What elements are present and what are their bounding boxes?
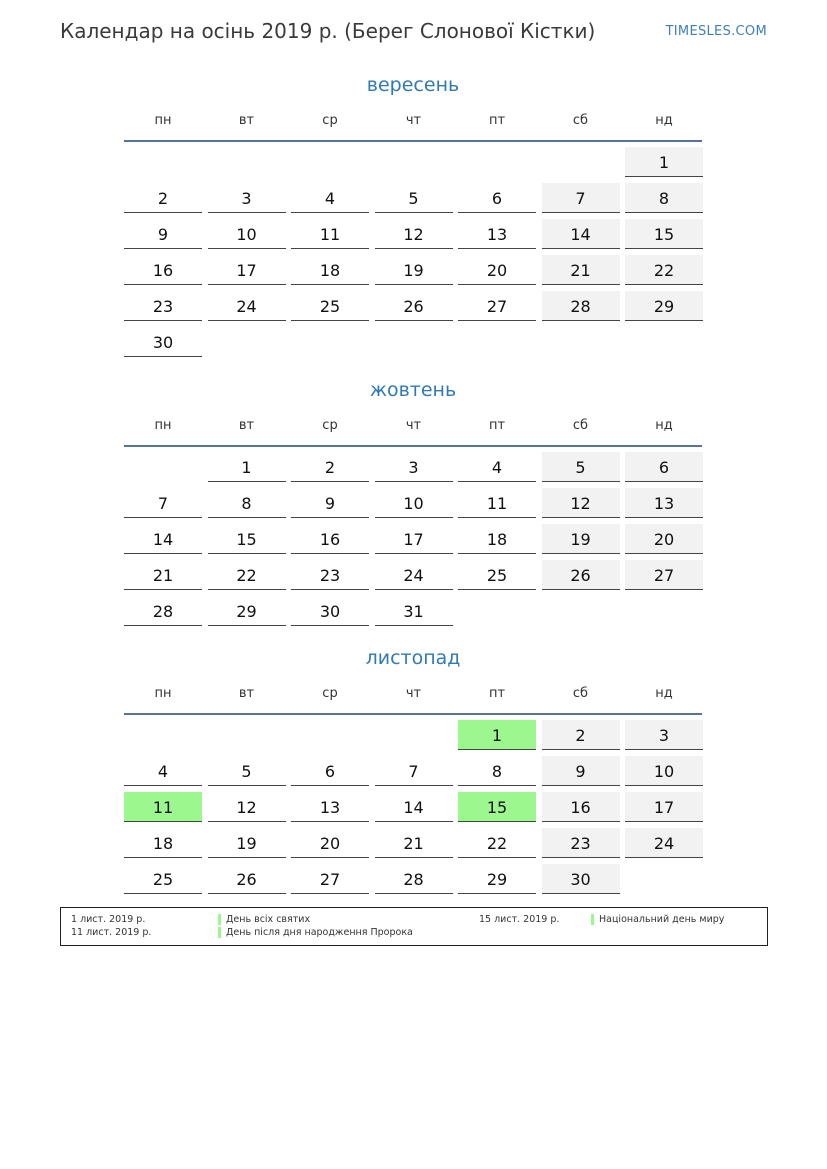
legend-date: 11 лист. 2019 р. bbox=[71, 927, 152, 938]
day-cell: 15 bbox=[208, 524, 286, 554]
holiday-marker bbox=[218, 927, 221, 938]
day-cell: 26 bbox=[208, 864, 286, 894]
day-cell: 12 bbox=[208, 792, 286, 822]
day-cell: 2 bbox=[542, 720, 620, 750]
day-cell: 13 bbox=[291, 792, 369, 822]
day-cell: 27 bbox=[291, 864, 369, 894]
day-cell: 28 bbox=[542, 291, 620, 321]
weekday-label: пт bbox=[488, 418, 506, 433]
day-cell: 23 bbox=[291, 560, 369, 590]
day-cell: 9 bbox=[291, 488, 369, 518]
weekday-label: чт bbox=[405, 418, 422, 433]
day-cell: 4 bbox=[124, 756, 202, 786]
day-cell: 5 bbox=[375, 183, 453, 213]
day-cell: 31 bbox=[375, 596, 453, 626]
weekday-label: сб bbox=[572, 113, 589, 128]
day-cell: 3 bbox=[625, 720, 703, 750]
day-cell: 3 bbox=[208, 183, 286, 213]
day-cell: 25 bbox=[291, 291, 369, 321]
day-cell: 24 bbox=[375, 560, 453, 590]
day-cell: 27 bbox=[458, 291, 536, 321]
day-cell: 1 bbox=[208, 452, 286, 482]
weekday-label: ср bbox=[322, 686, 338, 701]
holiday-legend bbox=[60, 907, 768, 946]
weekday-header bbox=[124, 673, 702, 715]
day-cell: 24 bbox=[208, 291, 286, 321]
day-cell: 22 bbox=[458, 828, 536, 858]
day-cell: 20 bbox=[625, 524, 703, 554]
day-cell: 26 bbox=[375, 291, 453, 321]
month-calendar bbox=[124, 70, 702, 352]
day-cell: 6 bbox=[291, 756, 369, 786]
weekday-label: вт bbox=[238, 113, 255, 128]
day-cell: 10 bbox=[625, 756, 703, 786]
day-cell: 22 bbox=[208, 560, 286, 590]
legend-date: 15 лист. 2019 р. bbox=[479, 914, 560, 925]
day-cell: 4 bbox=[291, 183, 369, 213]
day-cell: 9 bbox=[542, 756, 620, 786]
day-cell: 7 bbox=[124, 488, 202, 518]
month-title: листопад bbox=[365, 647, 461, 669]
weekday-label: пн bbox=[154, 113, 172, 128]
day-cell: 18 bbox=[291, 255, 369, 285]
day-cell: 16 bbox=[542, 792, 620, 822]
day-cell: 13 bbox=[458, 219, 536, 249]
day-cell: 8 bbox=[625, 183, 703, 213]
day-cell: 22 bbox=[625, 255, 703, 285]
weekday-header bbox=[124, 100, 702, 142]
day-cell: 21 bbox=[375, 828, 453, 858]
day-cell: 5 bbox=[542, 452, 620, 482]
day-cell: 21 bbox=[124, 560, 202, 590]
weekday-label: пн bbox=[154, 418, 172, 433]
day-cell: 8 bbox=[458, 756, 536, 786]
day-cell: 28 bbox=[375, 864, 453, 894]
day-cell: 18 bbox=[458, 524, 536, 554]
day-cell: 16 bbox=[124, 255, 202, 285]
day-cell: 25 bbox=[458, 560, 536, 590]
month-title: вересень bbox=[366, 74, 460, 96]
weekday-label: пн bbox=[154, 686, 172, 701]
day-cell: 11 bbox=[124, 792, 202, 822]
day-cell: 23 bbox=[542, 828, 620, 858]
day-cell: 4 bbox=[458, 452, 536, 482]
day-cell: 25 bbox=[124, 864, 202, 894]
month-calendar bbox=[124, 643, 702, 889]
day-cell: 16 bbox=[291, 524, 369, 554]
weekday-label: сб bbox=[572, 686, 589, 701]
day-cell: 14 bbox=[542, 219, 620, 249]
day-cell: 29 bbox=[625, 291, 703, 321]
day-cell: 17 bbox=[625, 792, 703, 822]
day-cell: 26 bbox=[542, 560, 620, 590]
legend-date: 1 лист. 2019 р. bbox=[71, 914, 146, 925]
day-cell: 14 bbox=[375, 792, 453, 822]
day-cell: 7 bbox=[375, 756, 453, 786]
month-calendar bbox=[124, 375, 702, 621]
day-cell: 30 bbox=[124, 327, 202, 357]
day-cell: 15 bbox=[625, 219, 703, 249]
day-cell: 1 bbox=[625, 147, 703, 177]
holiday-marker bbox=[591, 914, 594, 925]
day-cell: 13 bbox=[625, 488, 703, 518]
site-link[interactable]: TIMESLES.COM bbox=[665, 24, 767, 39]
day-cell: 11 bbox=[291, 219, 369, 249]
day-cell: 29 bbox=[458, 864, 536, 894]
day-cell: 30 bbox=[291, 596, 369, 626]
holiday-marker bbox=[218, 914, 221, 925]
day-cell: 24 bbox=[625, 828, 703, 858]
page-title: Календар на осінь 2019 р. (Берег Слонової Кістки) bbox=[60, 19, 596, 43]
day-cell: 6 bbox=[625, 452, 703, 482]
weekday-label: нд bbox=[655, 113, 673, 128]
weekday-label: вт bbox=[238, 418, 255, 433]
day-cell: 23 bbox=[124, 291, 202, 321]
day-cell: 20 bbox=[458, 255, 536, 285]
day-cell: 19 bbox=[542, 524, 620, 554]
weekday-label: сб bbox=[572, 418, 589, 433]
day-cell: 7 bbox=[542, 183, 620, 213]
weekday-label: нд bbox=[655, 686, 673, 701]
day-cell: 11 bbox=[458, 488, 536, 518]
legend-holiday-name: Національний день миру bbox=[591, 914, 724, 925]
day-cell: 14 bbox=[124, 524, 202, 554]
weekday-label: нд bbox=[655, 418, 673, 433]
day-cell: 17 bbox=[375, 524, 453, 554]
day-cell: 2 bbox=[124, 183, 202, 213]
weekday-label: вт bbox=[238, 686, 255, 701]
day-cell: 18 bbox=[124, 828, 202, 858]
day-cell: 17 bbox=[208, 255, 286, 285]
day-cell: 29 bbox=[208, 596, 286, 626]
weekday-label: чт bbox=[405, 113, 422, 128]
day-cell: 20 bbox=[291, 828, 369, 858]
day-cell: 6 bbox=[458, 183, 536, 213]
weekday-label: ср bbox=[322, 418, 338, 433]
weekday-label: пт bbox=[488, 686, 506, 701]
day-cell: 5 bbox=[208, 756, 286, 786]
day-cell: 10 bbox=[208, 219, 286, 249]
day-cell: 9 bbox=[124, 219, 202, 249]
day-cell: 12 bbox=[542, 488, 620, 518]
day-cell: 30 bbox=[542, 864, 620, 894]
day-cell: 21 bbox=[542, 255, 620, 285]
weekday-header bbox=[124, 405, 702, 447]
day-cell: 2 bbox=[291, 452, 369, 482]
weekday-label: ср bbox=[322, 113, 338, 128]
legend-holiday-name: День всіх святих bbox=[218, 914, 310, 925]
day-cell: 19 bbox=[208, 828, 286, 858]
day-cell: 28 bbox=[124, 596, 202, 626]
day-cell: 1 bbox=[458, 720, 536, 750]
day-cell: 15 bbox=[458, 792, 536, 822]
month-title: жовтень bbox=[369, 379, 457, 401]
day-cell: 27 bbox=[625, 560, 703, 590]
weekday-label: пт bbox=[488, 113, 506, 128]
weekday-label: чт bbox=[405, 686, 422, 701]
legend-holiday-name: День після дня народження Пророка bbox=[218, 927, 413, 938]
day-cell: 10 bbox=[375, 488, 453, 518]
day-cell: 3 bbox=[375, 452, 453, 482]
day-cell: 8 bbox=[208, 488, 286, 518]
day-cell: 19 bbox=[375, 255, 453, 285]
day-cell: 12 bbox=[375, 219, 453, 249]
